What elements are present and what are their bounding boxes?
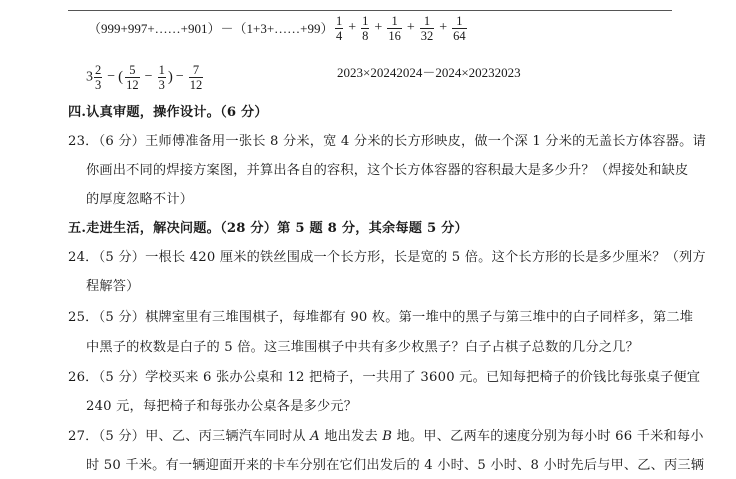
fraction: $\frac{7}{12}$ [189, 63, 203, 92]
top-rule [68, 10, 672, 11]
question-25-line-1: 25．（5 分）棋牌室里有三堆围棋子，每堆都有 90 枚。第一堆中的黑子与第三堆中的白子同样多，第二堆 [68, 310, 694, 325]
fraction: $\frac{5}{12}$ [126, 63, 139, 92]
section-heading-4: 四.认真审题，操作设计。（6 分） [68, 105, 268, 120]
question-27-line-1: 27．（5 分）甲、乙、丙三辆汽车同时从 A 地出发去 B 地。甲、乙两车的速度分别为每小时 66 千米和每小 [68, 429, 704, 444]
section-heading-5: 五.走进生活，解决问题。（28 分）第 5 题 8 分，其余每题 5 分） [68, 221, 468, 236]
fraction: $\frac{1}{8}$ [362, 14, 369, 43]
fraction: $\frac{1}{32}$ [420, 14, 434, 43]
question-23-line-3: 的厚度忽略不计） [86, 192, 194, 207]
fraction: $\frac{1}{4}$ [336, 14, 343, 43]
calc-expression-product-difference: 2023×20242024－2024×20232023 [337, 65, 521, 80]
question-26-line-1: 26．（5 分）学校买来 6 张办公桌和 12 把椅子，一共用了 3600 元。已知每把椅子的价钱比每张桌子便宜 [68, 370, 701, 385]
calc-expression-sum-difference: （999+997+……+901）－（1+3+……+99） [88, 21, 334, 36]
point-a-label: A [310, 429, 320, 444]
question-26-line-2: 240 元，每把椅子和每张办公桌各是多少元？ [86, 399, 358, 414]
fraction: $\frac{1}{3}$ [158, 63, 165, 92]
calc-expression-mixed-fractions: 3 $\frac{2}{3}$ − ( $\frac{5}{12}$ − $\frac{1}{3}$ ) − $\frac{7}{12}$ [86, 63, 203, 92]
question-25-line-2: 中黑子的枚数是白子的 5 倍。这三堆围棋子中共有多少枚黑子？白子占棋子总数的几分之几？ [86, 340, 639, 355]
question-27-line-2: 时 50 千米。有一辆迎面开来的卡车分别在它们出发后的 4 小时、5 小时、8 小时先后与甲、乙、丙三辆 [86, 458, 705, 473]
fraction: $\frac{2}{3}$ [95, 63, 102, 92]
point-b-label: B [382, 429, 393, 444]
question-24-line-1: 24．（5 分）一根长 420 厘米的铁丝围成一个长方形，长是宽的 5 倍。这个长方形的长是多少厘米？（列方 [68, 250, 706, 265]
question-23-line-1: 23．（6 分）王师傅准备用一张长 8 分米，宽 4 分米的长方形映皮，做一个深 1 分米的无盖长方体容器。请 [68, 134, 706, 149]
question-24-line-2: 程解答） [86, 279, 140, 294]
question-23-line-2: 你画出不同的焊接方案图，并算出各自的容积，这个长方体容器的容积最大是多少升？（焊接处和缺皮 [86, 163, 689, 178]
fraction: $\frac{1}{16}$ [388, 14, 401, 43]
fraction: $\frac{1}{64}$ [453, 14, 466, 43]
calc-expression-fraction-sum: $\frac{1}{4}$ + $\frac{1}{8}$ + $\frac{1}{16}$ + $\frac{1}{32}$ + $\frac{1}{64}$ [336, 14, 466, 43]
